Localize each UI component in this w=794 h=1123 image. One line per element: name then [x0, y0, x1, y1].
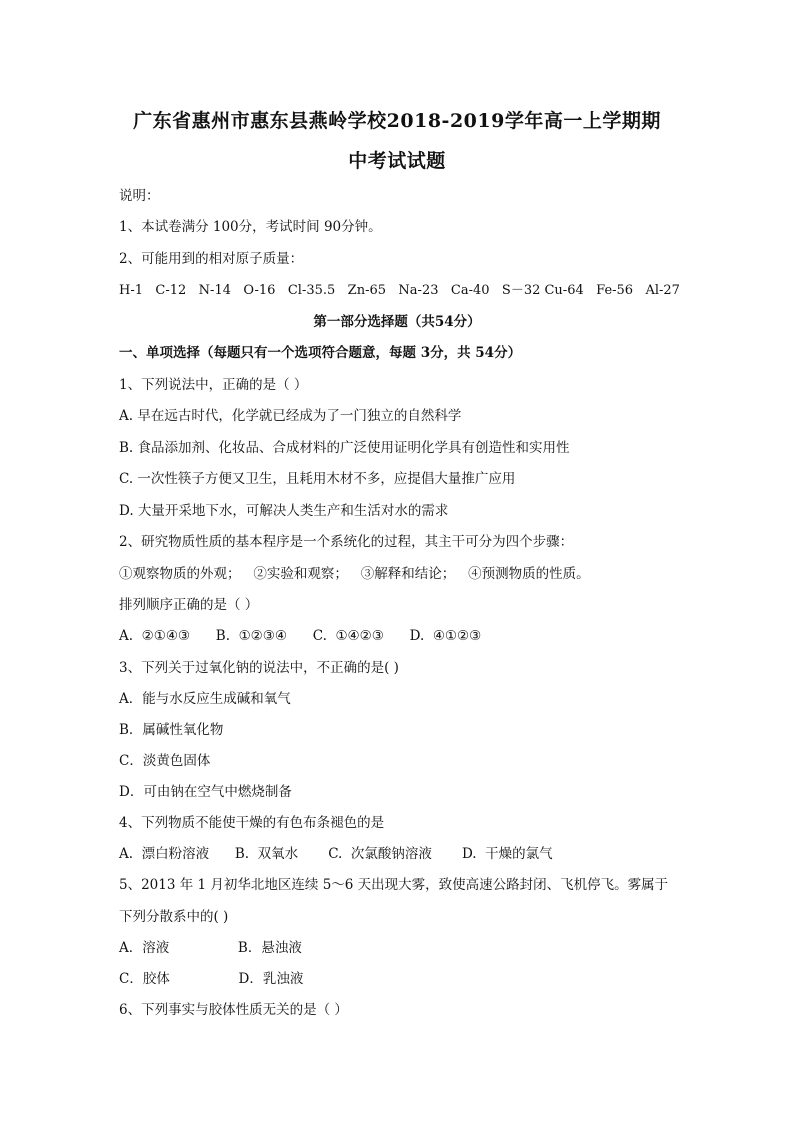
section-heading: 一、单项选择（每题只有一个选项符合题意，每题 3分，共 54分）: [119, 345, 522, 361]
q2-steps: ①观察物质的外观； ②实验和观察； ③解释和结论； ④预测物质的性质。: [119, 566, 590, 582]
q5-options-row1: A．溶液 B．悬浊液: [119, 940, 302, 956]
notes-heading: 说明：: [119, 188, 160, 204]
part1-heading: 第一部分选择题（共54分）: [313, 314, 481, 330]
q1-stem: 1、下列说法中，正确的是（ ）: [119, 377, 308, 393]
q5-stem-line2: 下列分散系中的( ): [119, 909, 229, 925]
q5-options-row2: C．胶体 D．乳浊液: [119, 971, 304, 987]
q2-ask: 排列顺序正确的是（ ）: [119, 597, 259, 613]
q3-option-d: D．可由钠在空气中燃烧制备: [119, 784, 292, 800]
exam-title-line2: 中考试试题: [348, 150, 446, 172]
q1-option-c: C. 一次性筷子方便又卫生，且耗用木材不多，应提倡大量推广应用: [119, 471, 516, 487]
q2-options: A. ②①④③ B. ①②③④ C. ①④②③ D. ④①②③: [119, 628, 482, 644]
exam-title-line1: 广东省惠州市惠东县燕岭学校2018-2019学年高一上学期期: [133, 110, 661, 132]
q6-stem: 6、下列事实与胶体性质无关的是（ ）: [119, 1002, 348, 1018]
note-score-time: 1、本试卷满分 100分，考试时间 90分钟。: [119, 219, 382, 235]
q3-option-b: B．属碱性氧化物: [119, 722, 224, 738]
q1-option-d: D. 大量开采地下水，可解决人类生产和生活对水的需求: [119, 503, 449, 519]
q3-option-c: C．淡黄色固体: [119, 753, 211, 769]
q3-stem: 3、下列关于过氧化钠的说法中，不正确的是( ): [119, 660, 399, 676]
q1-option-a: A. 早在远古时代，化学就已经成为了一门独立的自然科学: [119, 408, 462, 424]
q4-options: A. 漂白粉溶液 B. 双氧水 C. 次氯酸钠溶液 D. 干燥的氯气: [119, 846, 553, 862]
q3-option-a: A．能与水反应生成碱和氧气: [119, 691, 291, 707]
q5-stem-line1: 5、2013 年 1 月初华北地区连续 5～6 天出现大雾，致使高速公路封闭、飞机停飞。雾属于: [119, 877, 669, 893]
q1-option-b: B. 食品添加剂、化妆品、合成材料的广泛使用证明化学具有创造性和实用性: [119, 440, 570, 456]
q4-stem: 4、下列物质不能使干燥的有色布条褪色的是: [119, 815, 385, 831]
note-atomic-mass: 2、可能用到的相对原子质量：: [119, 251, 304, 267]
atomic-mass-list: H-1 C-12 N-14 O-16 Cl-35.5 Zn-65 Na-23 Ca-40 S－32 Cu-64 Fe-56 Al-27: [119, 283, 680, 298]
q2-stem: 2、研究物质性质的基本程序是一个系统化的过程，其主干可分为四个步骤：: [119, 534, 574, 550]
